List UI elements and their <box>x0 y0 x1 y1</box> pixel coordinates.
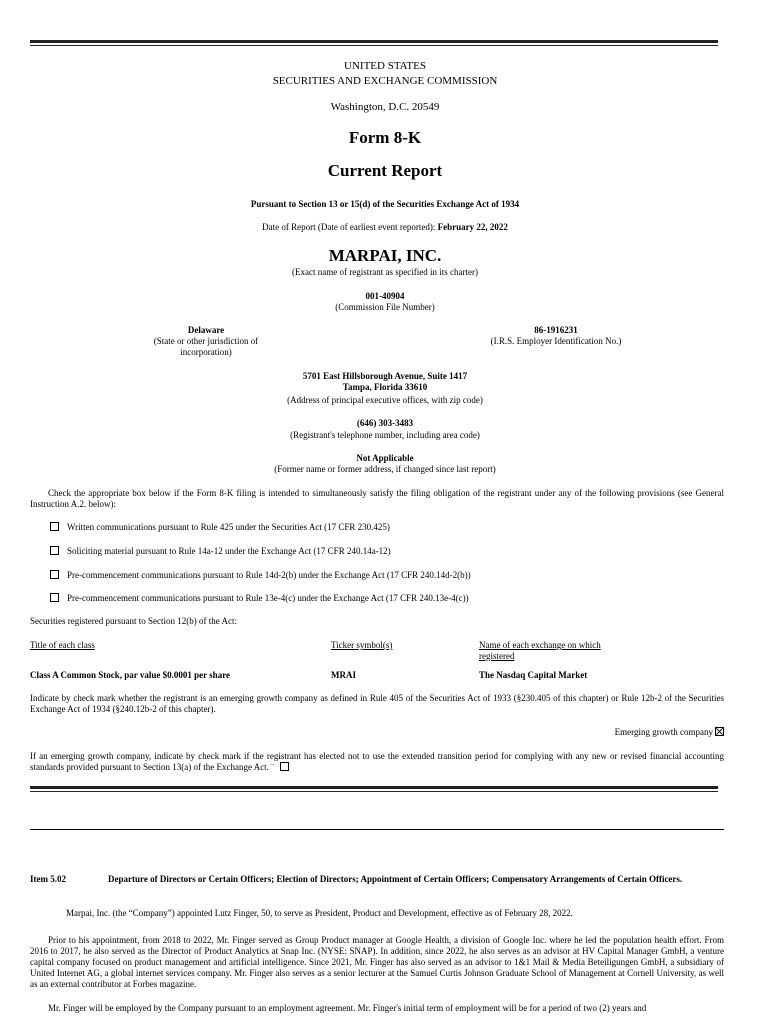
registrant-name: MARPAI, INC. <box>328 246 442 265</box>
ein-value: 86-1916231 <box>534 325 578 335</box>
filing-option-label: Pre-commencement communications pursuant to Rule 13e-4(c) under the Exchange Act (17 CFR 240.13e-4(c)) <box>67 593 469 603</box>
cover-bottom-rule <box>30 786 718 792</box>
state-caption-line1: (State or other jurisdiction of <box>153 336 259 346</box>
pursuant-line: Pursuant to Section 13 or 15(d) of the Securities Exchange Act of 1934 <box>250 199 520 209</box>
filing-option-label: Pre-commencement communications pursuant to Rule 14d-2(b) under the Exchange Act (17 CFR 240.14d-2(b)) <box>67 570 471 580</box>
registrant-name-caption: (Exact name of registrant as specified in its charter) <box>292 267 478 277</box>
filing-option-label: Written communications pursuant to Rule 425 under the Securities Act (17 CFR 230.425) <box>67 522 390 532</box>
top-rule <box>30 40 718 46</box>
item-paragraph-1: Marpai, Inc. (the “Company”) appointed Lutz Finger, 50, to serve as President, Product and Development, effective as of February 28, 2022. <box>66 908 573 918</box>
filing-option <box>50 546 720 557</box>
checkbox-icon[interactable] <box>50 570 59 579</box>
growth-transition-text: If an emerging growth company, indicate by check mark if the registrant has elected not to use the extended transition period for complying with any new or revised financial accounting standards provided pursuant to Section 13(a) of the Exchange Act. ¨ <box>30 751 724 772</box>
state-value: Delaware <box>187 325 225 335</box>
phone-number: (646) 303-3483 <box>356 418 414 428</box>
item-title: Departure of Directors or Certain Officers; Election of Directors; Appointment of Certain Officers; Compensatory Arrangements of Certain Officers. <box>108 874 683 884</box>
address-caption: (Address of principal executive offices, with zip code) <box>287 395 483 405</box>
former-name-caption: (Former name or former address, if changed since last report) <box>274 464 496 474</box>
checkbox-icon[interactable] <box>50 593 59 602</box>
report-date-value: February 22, 2022 <box>437 222 508 232</box>
col-header-exchange-line1: Name of each exchange on which <box>479 640 601 650</box>
filing-option <box>50 522 720 533</box>
cell-ticker: MRAI <box>331 670 356 680</box>
item-paragraph-3: Mr. Finger will be employed by the Company pursuant to an employment agreement. Mr. Finger's initial term of employment will be for a period of two (2) years and <box>48 1003 647 1013</box>
ein-block <box>456 325 656 347</box>
file-number: 001-40904 <box>365 291 405 301</box>
report-date-label: Date of Report (Date of earliest event reported): <box>262 222 438 232</box>
file-number-caption: (Commission File Number) <box>335 302 435 312</box>
report-title: Current Report <box>327 161 443 180</box>
ein-caption: (I.R.S. Employer Identification No.) <box>490 336 622 346</box>
address-line2: Tampa, Florida 33610 <box>342 382 428 392</box>
filing-option-label: Soliciting material pursuant to Rule 14a-12 under the Exchange Act (17 CFR 240.14a-12) <box>67 546 391 556</box>
item-number: Item 5.02 <box>30 874 66 884</box>
state-caption-line2: incorporation) <box>180 347 232 357</box>
filing-option <box>50 593 720 604</box>
col-header-exchange <box>479 640 601 662</box>
address-line1: 5701 East Hillsborough Avenue, Suite 1417 <box>302 371 468 381</box>
col-header-title: Title of each class <box>30 640 95 650</box>
emerging-growth-line <box>615 727 724 738</box>
col-header-exchange-line2: registered <box>479 651 515 661</box>
emerging-growth-label: Emerging growth company <box>614 727 713 737</box>
checkbox-icon[interactable] <box>280 762 289 771</box>
form-title: Form 8-K <box>348 128 422 147</box>
phone-caption: (Registrant's telephone number, including area code) <box>290 430 480 440</box>
growth-indicate: Indicate by check mark whether the registrant is an emerging growth company as defined in Rule 405 of the Securities Act of 1933 (§230.405 of this chapter) or Rule 12b-2 of the Securities Exchange Act of 1934 (§240.12b-2 of this chapter). <box>30 693 724 714</box>
report-date-line <box>0 222 770 233</box>
cell-class-title: Class A Common Stock, par value $0.0001 per share <box>30 670 231 680</box>
growth-transition <box>30 751 724 773</box>
col-header-ticker: Ticker symbol(s) <box>331 640 393 650</box>
filing-instruction: Check the appropriate box below if the Form 8-K filing is intended to simultaneously satisfy the filing obligation of the registrant under any of the following provisions (see General Instruction A.2. below): <box>30 488 724 509</box>
checked-box-icon[interactable] <box>715 727 724 736</box>
checkbox-icon[interactable] <box>50 522 59 531</box>
header-location: Washington, D.C. 20549 <box>330 101 440 113</box>
cell-exchange: The Nasdaq Capital Market <box>479 670 588 680</box>
filing-option <box>50 570 720 581</box>
state-block <box>106 325 306 358</box>
former-name: Not Applicable <box>356 453 414 463</box>
header-united-states: UNITED STATES <box>344 60 426 72</box>
item-paragraph-2: Prior to his appointment, from 2018 to 2022, Mr. Finger served as Group Product manager at Google Health, a division of Google Inc. where he led the population health effort. From 2016 to 2017, he also served as the Director of Product Analytics at Snap Inc. (NYSE: SNAP). In addition, since 2022, he also serves as an advisor at HV Capital Manager GmbH, a venture capital company focused on product management and artificial intelligence. Since 2021, Mr. Finger has also served as an advisor to 1&1 Mail & Media Beteiligungen GmbH, a subsidiary of United Internet AG, a global internet services company. Mr. Finger also serves as a senior lecturer at the Samuel Curtis Johnson Graduate School of Management at Cornell University, as well as an external contributor at Forbes magazine. <box>30 935 724 989</box>
page-separator <box>30 829 724 830</box>
header-commission: SECURITIES AND EXCHANGE COMMISSION <box>272 75 498 87</box>
checkbox-icon[interactable] <box>50 546 59 555</box>
securities-intro: Securities registered pursuant to Section 12(b) of the Act: <box>30 616 237 626</box>
